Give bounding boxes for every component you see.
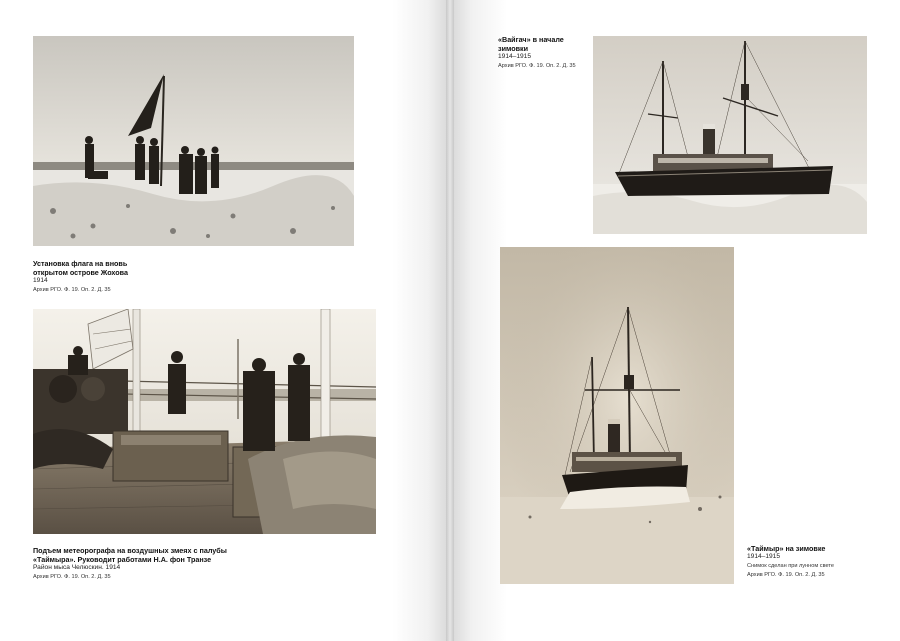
left-page [0,0,446,641]
caption-vaigach [498,35,593,70]
caption-title: Установка флага на вновь [33,259,128,268]
caption-year: 1914–1915 [747,553,781,560]
caption-title: Подъем метеорографа на воздушных змеях с палубы [33,546,227,555]
photo-taimyr [500,247,734,584]
caption-note: Снимок сделан при лунном свете [747,563,835,570]
right-page [454,0,900,641]
caption-place: Район мыса Челюскин. 1914 [33,564,121,571]
caption-flag-raising [33,259,353,294]
caption-ship-deck [33,546,393,581]
caption-title: «Таймыр» на зимовке [747,544,826,553]
book-gutter [446,0,454,641]
caption-title: «Таймыра». Руководит работами Н.А. фон Транзе [33,555,212,564]
caption-title: открытом острове Жохова [33,268,128,277]
caption-archive: Архив РГО. Ф. 19. Оп. 2. Д. 35 [33,574,111,581]
caption-archive: Архив РГО. Ф. 19. Оп. 2. Д. 35 [747,572,825,579]
caption-taimyr [747,544,887,579]
photo-flag-raising [33,36,354,246]
caption-title: зимовки [498,44,529,53]
photo-vaigach [593,36,867,234]
photo-ship-deck [33,309,376,534]
caption-archive: Архив РГО. Ф. 19. Оп. 2. Д. 35 [33,287,111,294]
caption-year: 1914 [33,277,48,284]
caption-title: «Вайгач» в начале [498,35,564,44]
caption-year: 1914–1915 [498,53,532,60]
caption-archive: Архив РГО. Ф. 19. Оп. 2. Д. 35 [498,63,576,70]
